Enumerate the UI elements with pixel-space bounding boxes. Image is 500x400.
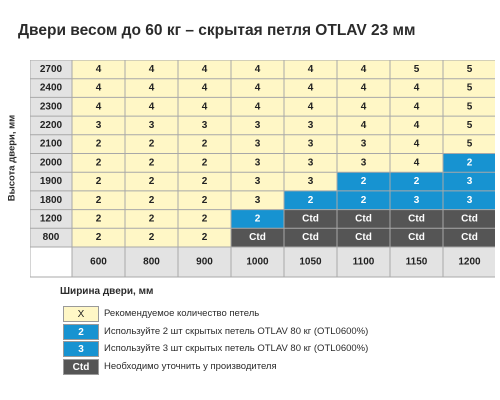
cell-value: 3 (307, 138, 314, 150)
cell-value: 4 (95, 82, 102, 94)
legend-swatch: 3 (63, 341, 99, 357)
cell-value: Ctd (408, 213, 425, 225)
row-label: 2100 (39, 138, 63, 150)
cell-value: 5 (466, 119, 473, 131)
cell-value: 4 (413, 157, 420, 169)
cell-value: 3 (413, 194, 420, 206)
column-label: 900 (196, 256, 213, 268)
row-label: 2200 (39, 119, 63, 131)
cell-value: 3 (201, 119, 208, 131)
cell-value: 2 (95, 213, 102, 225)
cell-value: 3 (466, 176, 473, 188)
cell-value: 2 (95, 138, 102, 150)
cell-value: 2 (201, 232, 208, 244)
cell-value: 3 (466, 194, 473, 206)
corner-cell (30, 247, 72, 277)
row-label: 2700 (39, 63, 63, 75)
cell-value: Ctd (302, 232, 319, 244)
cell-value: 2 (360, 176, 367, 188)
cell-value: 2 (201, 176, 208, 188)
cell-value: Ctd (461, 213, 478, 225)
cell-value: 2 (413, 176, 420, 188)
cell-value: 2 (95, 194, 102, 206)
cell-value: 4 (148, 101, 155, 113)
row-label: 800 (42, 232, 60, 244)
cell-value: 2 (307, 194, 314, 206)
cell-value: 2 (201, 213, 208, 225)
cell-value: 5 (466, 101, 473, 113)
cell-value: 4 (201, 63, 208, 75)
cell-value: Ctd (302, 213, 319, 225)
column-label: 800 (143, 256, 160, 268)
cell-value: 3 (254, 157, 261, 169)
cell-value: 4 (95, 63, 102, 75)
cell-value: 2 (148, 213, 155, 225)
cell-value: 4 (413, 82, 420, 94)
cell-value: 2 (148, 232, 155, 244)
cell-value: 3 (360, 138, 367, 150)
legend-swatch: Ctd (63, 359, 99, 375)
cell-value: 2 (95, 176, 102, 188)
hinge-table (30, 60, 495, 283)
x-axis-label: Ширина двери, мм (60, 286, 154, 297)
row-label: 2400 (39, 82, 63, 94)
cell-value: 3 (148, 119, 155, 131)
cell-value: 2 (148, 157, 155, 169)
cell-value: 5 (466, 63, 473, 75)
cell-value: Ctd (249, 232, 266, 244)
cell-value: 3 (254, 119, 261, 131)
cell-value: 2 (201, 194, 208, 206)
cell-value: 4 (148, 63, 155, 75)
legend-item (63, 341, 483, 357)
cell-value: 4 (148, 82, 155, 94)
row-label: 2000 (39, 157, 63, 169)
cell-value: 4 (254, 101, 261, 113)
cell-value: 2 (148, 194, 155, 206)
row-label: 2300 (39, 101, 63, 113)
cell-value: 2 (360, 194, 367, 206)
legend-text: Используйте 2 шт скрытых петель OTLAV 80 кг (OTL0600%) (104, 325, 369, 337)
cell-value: 3 (307, 119, 314, 131)
legend-text: Рекомендуемое количество петель (104, 308, 260, 319)
cell-value: 4 (95, 101, 102, 113)
cell-value: 2 (201, 157, 208, 169)
cell-value: Ctd (355, 213, 372, 225)
cell-value: 3 (254, 138, 261, 150)
column-label: 1100 (352, 256, 375, 268)
cell-value: 2 (201, 138, 208, 150)
cell-value: 4 (307, 63, 314, 75)
cell-value: 3 (360, 157, 367, 169)
cell-value: Ctd (355, 232, 372, 244)
column-label: 1200 (458, 256, 481, 268)
cell-value: 4 (254, 82, 261, 94)
cell-value: 4 (201, 101, 208, 113)
cell-value: 3 (307, 157, 314, 169)
cell-value: Ctd (408, 232, 425, 244)
row-label: 1200 (39, 213, 63, 225)
cell-value: 2 (466, 157, 473, 169)
cell-value: 4 (307, 82, 314, 94)
cell-value: 4 (360, 82, 367, 94)
legend-swatch: X (63, 306, 99, 322)
row-label: 1900 (39, 176, 63, 188)
legend-item (63, 324, 483, 340)
cell-value: 2 (95, 232, 102, 244)
cell-value: Ctd (461, 232, 478, 244)
cell-value: 3 (254, 194, 261, 206)
cell-value: 3 (95, 119, 102, 131)
legend-text: Используйте 3 шт скрытых петель OTLAV 80 кг (OTL0600%) (104, 343, 369, 354)
column-label: 1000 (246, 256, 269, 268)
legend-item (63, 306, 483, 322)
cell-value: 5 (413, 63, 420, 75)
legend-text: Необходимо уточнить у производителя (104, 360, 277, 372)
cell-value: 4 (307, 101, 314, 113)
y-axis-label: Высота двери, мм (6, 114, 18, 202)
cell-value: 3 (254, 176, 261, 188)
cell-value: 4 (413, 138, 420, 150)
row-label: 1800 (39, 194, 63, 206)
cell-value: 4 (413, 119, 420, 131)
legend-item (63, 359, 483, 375)
cell-value: 5 (466, 138, 473, 150)
column-label: 600 (90, 256, 107, 268)
cell-value: 2 (148, 176, 155, 188)
chart-title: Двери весом до 60 кг – скрытая петля OTLAV 23 мм (18, 22, 416, 39)
cell-value: 3 (307, 176, 314, 188)
cell-value: 2 (148, 138, 155, 150)
cell-value: 2 (254, 213, 261, 225)
cell-value: 4 (254, 63, 261, 75)
cell-value: 2 (95, 157, 102, 169)
cell-value: 4 (360, 101, 367, 113)
legend-swatch: 2 (63, 324, 99, 340)
column-label: 1150 (405, 256, 428, 268)
cell-value: 4 (360, 63, 367, 75)
column-label: 1050 (299, 256, 322, 268)
cell-value: 4 (201, 82, 208, 94)
cell-value: 4 (360, 119, 367, 131)
cell-value: 4 (413, 101, 420, 113)
cell-value: 5 (466, 82, 473, 94)
